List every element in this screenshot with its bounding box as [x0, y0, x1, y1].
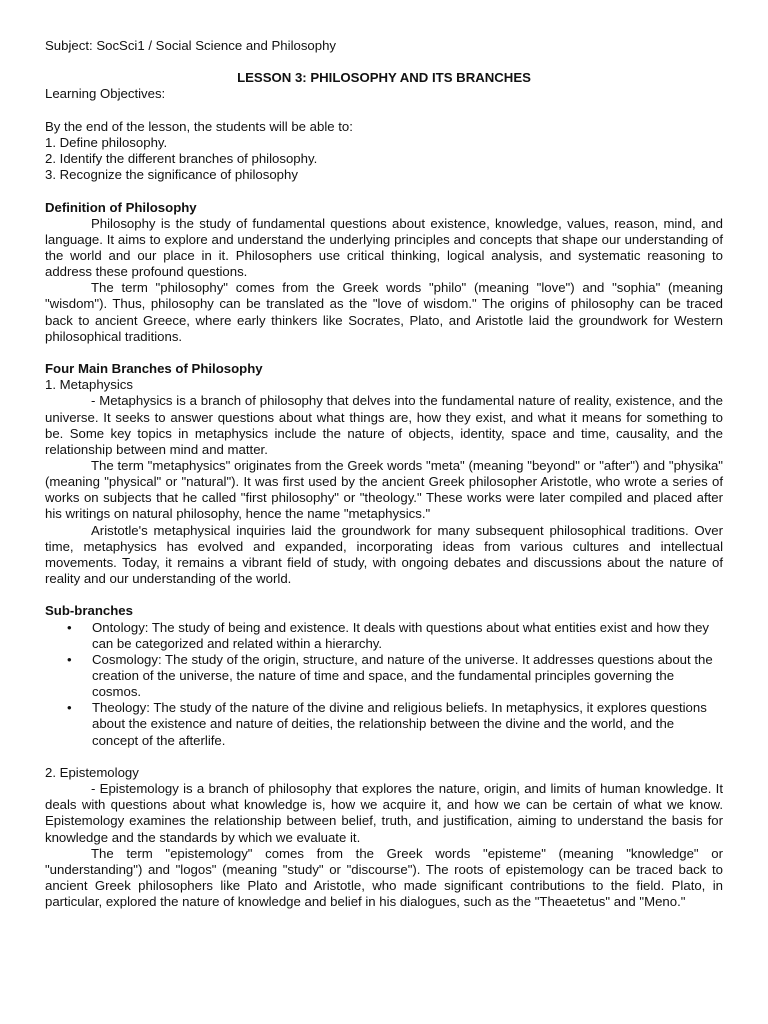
bullet-icon: • [67, 700, 72, 716]
list-item-text: Ontology: The study of being and existence. It deals with questions about what entities exist and how they can be categorized and related within a hierarchy. [92, 619, 710, 651]
objective-item: 1. Define philosophy. [45, 134, 168, 150]
subbranches-heading: Sub-branches [45, 603, 133, 619]
list-item [67, 651, 723, 700]
objectives-heading: Learning Objectives: [45, 86, 166, 102]
list-item [67, 700, 723, 748]
list-item [67, 619, 723, 652]
definition-paragraph: Philosophy is the study of fundamental questions about existence, knowledge, values, reason, mind, and language. It aims to explore and understand the underlying principles and concepts that shape our understanding of the world and our place in it. Philosophers use critical thinking, logical analysis, and systematic reasoning to address these profound questions. [45, 215, 723, 280]
epistemology-paragraph: The term "epistemology" comes from the Greek words "episteme" (meaning "knowledge" or "understanding") and "logos" (meaning "study" or "discourse"). The roots of epistemology can be traced back to ancient Greek philosophers like Plato and Aristotle, who made significant contributions to the field. Plato, in particular, explored the nature of knowledge and belief in his dialogues, such as the "Theaetetus" and "Meno." [45, 845, 723, 910]
bullet-icon: • [67, 651, 72, 667]
subject-line: Subject: SocSci1 / Social Science and Philosophy [45, 38, 337, 53]
document-page [45, 38, 723, 910]
spacer [45, 749, 723, 765]
metaphysics-paragraph: The term "metaphysics" originates from the Greek words "meta" (meaning "beyond" or "after") and "physika" (meaning "physical" or "natural"). It was first used by the ancient Greek philosopher Aristotle, who wrote a series of works on subjects that he called "first philosophy" or "theology." These works were later compiled and placed after his writings on natural philosophy, hence the name "metaphysics." [45, 458, 723, 522]
objective-item: 2. Identify the different branches of philosophy. [45, 151, 318, 167]
spacer [45, 587, 723, 603]
spacer [45, 54, 723, 70]
list-item-text: Cosmology: The study of the origin, structure, and nature of the universe. It addresses questions about the creation of the universe, the nature of time and space, and the fundamental principles governing the cosmos. [92, 651, 713, 700]
objective-item: 3. Recognize the significance of philosophy [45, 167, 298, 183]
branches-heading: Four Main Branches of Philosophy [45, 361, 263, 377]
bullet-icon: • [67, 619, 72, 635]
definition-heading: Definition of Philosophy [45, 199, 197, 215]
spacer [45, 103, 723, 119]
definition-paragraph: The term "philosophy" comes from the Greek words "philo" (meaning "love") and "sophia" (meaning "wisdom"). Thus, philosophy can be translated as the "love of wisdom." The origins of philosophy can be traced back to ancient Greece, where early thinkers like Socrates, Plato, and Aristotle laid the groundwork for Western philosophical traditions. [45, 280, 723, 344]
metaphysics-label: 1. Metaphysics [45, 377, 133, 393]
metaphysics-paragraph: Aristotle's metaphysical inquiries laid the groundwork for many subsequent philosophical traditions. Over time, metaphysics has evolved and expanded, incorporating ideas from various cultures and intellectual movements. Today, it remains a vibrant field of study, with ongoing debates and discussions about the nature of reality and our understanding of the world. [45, 522, 723, 587]
metaphysics-paragraph: - Metaphysics is a branch of philosophy that delves into the fundamental nature of reality, existence, and the universe. It seeks to answer questions about what things are, how they exist, and what it means for something to be. Some key topics in metaphysics include the nature of objects, identity, space and time, causality, and the relationship between mind and matter. [45, 393, 723, 457]
epistemology-label: 2. Epistemology [45, 764, 139, 780]
objectives-intro: By the end of the lesson, the students will be able to: [45, 118, 353, 134]
epistemology-paragraph: - Epistemology is a branch of philosophy that explores the nature, origin, and limits of human knowledge. It deals with questions about what knowledge is, how we acquire it, and how we can be certain of what we know. Epistemology examines the relationship between belief, truth, and justification, aiming to understand the basis for knowledge and the standards by which we evaluate it. [45, 781, 723, 845]
spacer [45, 345, 723, 361]
list-item-text: Theology: The study of the nature of the divine and religious beliefs. In metaphysics, it explores questions about the existence and nature of deities, the relationship between the divine and the world, and the concept of the afterlife. [92, 700, 707, 748]
spacer [45, 183, 723, 199]
subbranches-list [45, 620, 723, 749]
lesson-title: LESSON 3: PHILOSOPHY AND ITS BRANCHES [237, 70, 531, 86]
